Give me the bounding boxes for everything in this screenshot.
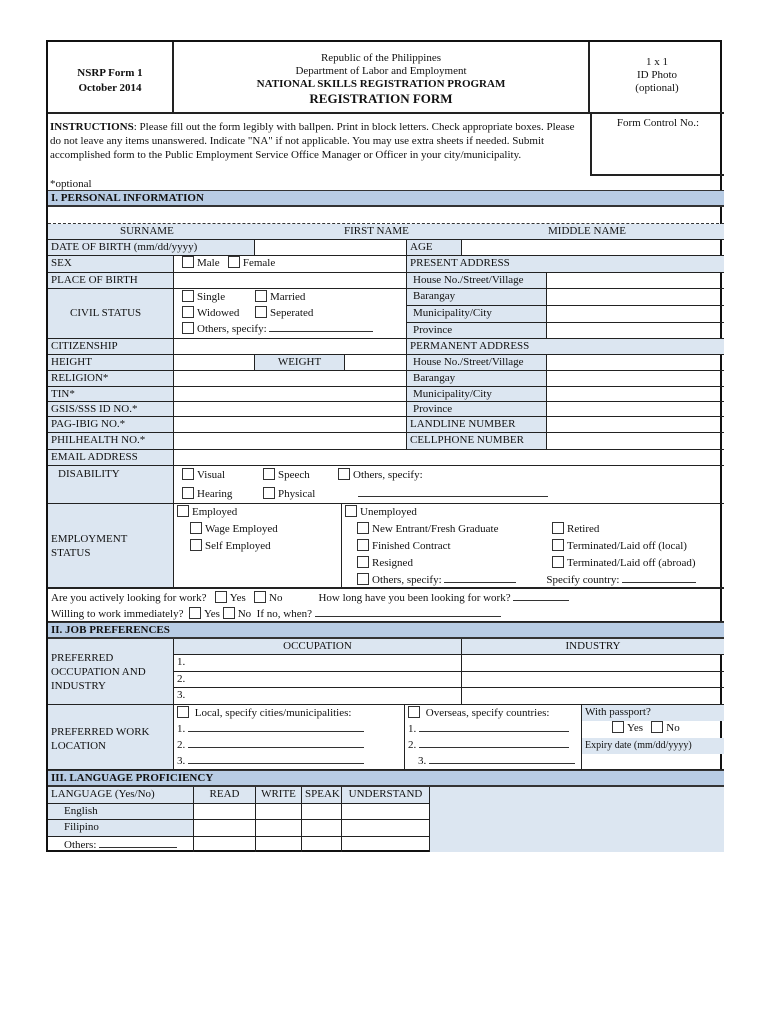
language-cell[interactable]: [194, 837, 256, 852]
expiry-date-input[interactable]: [582, 754, 724, 769]
disability-options: [174, 466, 724, 504]
pagibig-input[interactable]: [174, 417, 407, 433]
separated-checkbox[interactable]: [255, 306, 267, 318]
philhealth-input[interactable]: [174, 433, 407, 450]
page-title: REGISTRATION FORM: [309, 91, 453, 106]
expiry-date-label: Expiry date (mm/dd/yyyy): [582, 738, 724, 754]
speech-checkbox[interactable]: [263, 468, 275, 480]
how-long-label: How long have you been looking for work?: [318, 592, 511, 604]
wage-employed-label: Wage Employed: [205, 523, 278, 535]
widowed-label: Widowed: [197, 307, 240, 319]
sex-label: SEX: [48, 256, 174, 273]
others-language-label: Others:: [64, 839, 97, 851]
age-input[interactable]: [462, 240, 724, 256]
language-blank-area: [430, 787, 724, 852]
industry-input-1[interactable]: [462, 655, 724, 672]
name-input-row[interactable]: [48, 207, 724, 224]
registration-form: [46, 40, 722, 852]
passport-no-label: No: [666, 722, 680, 734]
occupation-input-1[interactable]: [174, 655, 462, 672]
instructions-label: INSTRUCTIONS: [50, 121, 134, 133]
language-cell[interactable]: [256, 837, 302, 852]
others-language: [48, 837, 194, 852]
language-cell[interactable]: [342, 837, 430, 852]
section-personal-info: I. PERSONAL INFORMATION: [48, 190, 724, 207]
landline-label: LANDLINE NUMBER: [407, 417, 547, 433]
if-no-when-input[interactable]: [315, 606, 501, 617]
industry-header: INDUSTRY: [462, 639, 724, 655]
civil-others-label: Others, specify:: [197, 323, 267, 335]
landline-input[interactable]: [547, 417, 724, 433]
language-cell[interactable]: [342, 804, 430, 820]
civil-others-checkbox[interactable]: [182, 322, 194, 334]
occupation-input-3[interactable]: [174, 688, 462, 705]
willing-no-label: No: [237, 608, 252, 620]
surname-label: SURNAME: [120, 225, 174, 237]
loc-label-1: PREFERRED WORK: [51, 726, 150, 738]
present-address-header: PRESENT ADDRESS: [407, 256, 724, 273]
looking-label: Are you actively looking for work?: [51, 592, 207, 604]
permanent-province-label: Province: [407, 402, 547, 417]
height-input[interactable]: [174, 355, 255, 371]
overseas-input-2[interactable]: [419, 737, 569, 748]
disability-label: DISABILITY: [48, 466, 174, 504]
age-label: AGE: [407, 240, 462, 256]
single-checkbox[interactable]: [182, 290, 194, 302]
write-header: WRITE: [256, 787, 302, 804]
present-municipality-input[interactable]: [547, 306, 724, 323]
terminated-local-checkbox[interactable]: [552, 539, 564, 551]
overseas-checkbox[interactable]: [408, 706, 420, 718]
philhealth-label: PHILHEALTH NO.*: [48, 433, 174, 450]
read-header: READ: [194, 787, 256, 804]
job-search-row: [48, 589, 724, 622]
new-entrant-checkbox[interactable]: [357, 522, 369, 534]
overseas-input-3[interactable]: [429, 753, 575, 764]
unemployed-label: Unemployed: [360, 506, 417, 518]
filipino-label: Filipino: [48, 820, 194, 837]
program-title: NATIONAL SKILLS REGISTRATION PROGRAM: [256, 78, 506, 90]
if-no-when-label: If no, when?: [256, 608, 312, 620]
willing-no-checkbox[interactable]: [223, 607, 235, 619]
specify-country-label: Specify country:: [546, 574, 620, 586]
pob-label: PLACE OF BIRTH: [48, 273, 174, 289]
unemployed-options: [342, 504, 724, 589]
row-number: 2.: [408, 739, 417, 751]
row-number: 2.: [177, 739, 186, 751]
civil-others-input[interactable]: [269, 321, 373, 332]
row-number: 1.: [408, 723, 417, 735]
employed-options: [174, 504, 342, 589]
row-number: 3.: [177, 755, 186, 767]
pref-label-3: INDUSTRY: [51, 680, 107, 692]
republic-text: Republic of the Philippines: [320, 52, 442, 64]
disability-others-input[interactable]: [358, 486, 548, 497]
present-house-input[interactable]: [547, 273, 724, 289]
dob-label: DATE OF BIRTH (mm/dd/yyyy): [48, 240, 255, 256]
hearing-label: Hearing: [197, 488, 233, 500]
unemployed-others-checkbox[interactable]: [357, 573, 369, 585]
separated-label: Seperated: [270, 307, 314, 319]
religion-label: RELIGION*: [48, 371, 174, 387]
overseas-input-1[interactable]: [419, 721, 569, 732]
form-title-block: [174, 42, 590, 114]
self-employed-checkbox[interactable]: [190, 539, 202, 551]
married-checkbox[interactable]: [255, 290, 267, 302]
permanent-address-header: PERMANENT ADDRESS: [407, 339, 724, 355]
terminated-abroad-label: Terminated/Laid off (abroad): [567, 557, 696, 569]
disability-others-label: Others, specify:: [353, 469, 423, 481]
cellphone-input[interactable]: [547, 433, 724, 450]
unemployed-checkbox[interactable]: [345, 505, 357, 517]
present-house-label: House No./Street/Village: [407, 273, 547, 289]
row-number: 3.: [177, 689, 186, 701]
section-job-preferences: II. JOB PREFERENCES: [48, 622, 724, 639]
permanent-house-input[interactable]: [547, 355, 724, 371]
retired-checkbox[interactable]: [552, 522, 564, 534]
citizenship-label: CITIZENSHIP: [48, 339, 174, 355]
preferred-location-label: [48, 705, 174, 770]
language-header: LANGUAGE (Yes/No): [48, 787, 194, 804]
form-date: October 2014: [78, 82, 142, 94]
gsis-input[interactable]: [174, 402, 407, 417]
photo-size: 1 x 1: [646, 56, 668, 68]
pref-label-2: OCCUPATION AND: [51, 666, 146, 678]
height-label: HEIGHT: [48, 355, 174, 371]
female-checkbox[interactable]: [228, 256, 240, 268]
present-municipality-label: Municipality/City: [407, 306, 547, 323]
visual-checkbox[interactable]: [182, 468, 194, 480]
how-long-input[interactable]: [513, 590, 569, 601]
email-input[interactable]: [174, 450, 724, 466]
dob-input[interactable]: [255, 240, 407, 256]
new-entrant-label: New Entrant/Fresh Graduate: [372, 523, 499, 535]
permanent-municipality-input[interactable]: [547, 387, 724, 402]
understand-header: UNDERSTAND: [342, 787, 430, 804]
language-cell[interactable]: [194, 804, 256, 820]
resigned-label: Resigned: [372, 557, 413, 569]
instructions: [50, 120, 586, 162]
language-cell[interactable]: [256, 804, 302, 820]
resigned-checkbox[interactable]: [357, 556, 369, 568]
overseas-label: Overseas, specify countries:: [425, 707, 550, 719]
language-cell[interactable]: [256, 820, 302, 837]
looking-yes-label: Yes: [229, 592, 246, 604]
permanent-province-input[interactable]: [547, 402, 724, 417]
language-cell[interactable]: [302, 804, 342, 820]
permanent-municipality-label: Municipality/City: [407, 387, 547, 402]
citizenship-input[interactable]: [174, 339, 407, 355]
present-province-label: Province: [407, 323, 547, 339]
civil-status-label: CIVIL STATUS: [48, 289, 174, 339]
local-checkbox[interactable]: [177, 706, 189, 718]
single-label: Single: [197, 291, 226, 303]
employment-label-2: STATUS: [51, 547, 91, 559]
civil-status-options: [174, 289, 407, 339]
local-location: [174, 705, 405, 770]
willing-label: Willing to work immediately?: [51, 608, 184, 620]
willing-yes-checkbox[interactable]: [189, 607, 201, 619]
specify-country-input[interactable]: [622, 572, 696, 583]
disability-others-checkbox[interactable]: [338, 468, 350, 480]
wage-employed-checkbox[interactable]: [190, 522, 202, 534]
first-name-label: FIRST NAME: [344, 225, 409, 237]
language-cell[interactable]: [194, 820, 256, 837]
loc-label-2: LOCATION: [51, 740, 106, 752]
instructions-text: : Please fill out the form legibly with ballpen. Print in block letters. Check appropriate boxes. Please do not leave any items unanswered. Indicate "NA" if not applicable. You may use extra sheets if needed. Submit accomplished form to the Public Employment Service Office Manager or Officer in your city/municipality.: [50, 121, 575, 161]
hearing-checkbox[interactable]: [182, 487, 194, 499]
email-label: EMAIL ADDRESS: [48, 450, 174, 466]
passport-yes-checkbox[interactable]: [612, 721, 624, 733]
looking-yes-checkbox[interactable]: [215, 591, 227, 603]
id-photo-box[interactable]: [590, 42, 724, 114]
employed-checkbox[interactable]: [177, 505, 189, 517]
language-cell[interactable]: [302, 837, 342, 852]
terminated-local-label: Terminated/Laid off (local): [567, 540, 687, 552]
photo-optional: (optional): [635, 82, 679, 94]
religion-input[interactable]: [174, 371, 407, 387]
cellphone-label: CELLPHONE NUMBER: [407, 433, 547, 450]
speech-label: Speech: [278, 469, 310, 481]
weight-label: WEIGHT: [255, 355, 345, 371]
section-language-proficiency: III. LANGUAGE PROFICIENCY: [48, 770, 724, 787]
finished-contract-label: Finished Contract: [372, 540, 451, 552]
tin-input[interactable]: [174, 387, 407, 402]
sex-options: [174, 256, 407, 273]
industry-input-2[interactable]: [462, 672, 724, 688]
industry-input-3[interactable]: [462, 688, 724, 705]
passport-no-checkbox[interactable]: [651, 721, 663, 733]
form-control-label: Form Control No.:: [616, 117, 700, 129]
local-input-3[interactable]: [188, 753, 364, 764]
form-number: NSRP Form 1: [77, 67, 143, 79]
willing-yes-label: Yes: [203, 608, 220, 620]
finished-contract-checkbox[interactable]: [357, 539, 369, 551]
passport-block: [582, 705, 724, 770]
pagibig-label: PAG-IBIG NO.*: [48, 417, 174, 433]
looking-no-label: No: [269, 592, 283, 604]
speak-header: SPEAK: [302, 787, 342, 804]
occupation-header: OCCUPATION: [174, 639, 462, 655]
present-barangay-label: Barangay: [407, 289, 547, 306]
department-text: Department of Labor and Employment: [295, 65, 467, 77]
unemployed-others-label: Others, specify:: [372, 574, 442, 586]
language-cell[interactable]: [302, 820, 342, 837]
local-input-1[interactable]: [188, 721, 364, 732]
overseas-location: [405, 705, 582, 770]
present-barangay-input[interactable]: [547, 289, 724, 306]
permanent-house-label: House No./Street/Village: [407, 355, 547, 371]
form-id: [48, 42, 174, 114]
male-label: Male: [197, 257, 220, 269]
pob-input[interactable]: [174, 273, 407, 289]
employment-label-1: EMPLOYMENT: [51, 533, 128, 545]
physical-checkbox[interactable]: [263, 487, 275, 499]
male-checkbox[interactable]: [182, 256, 194, 268]
gsis-label: GSIS/SSS ID NO.*: [48, 402, 174, 417]
photo-label: ID Photo: [636, 69, 678, 81]
row-number: 1.: [177, 656, 186, 668]
female-label: Female: [242, 257, 276, 269]
employed-label: Employed: [192, 506, 238, 518]
tin-label: TIN*: [48, 387, 174, 402]
passport-label: With passport?: [582, 705, 724, 721]
widowed-checkbox[interactable]: [182, 306, 194, 318]
row-number: 1.: [177, 723, 186, 735]
row-number: 2.: [177, 673, 186, 685]
row-number: 3.: [418, 755, 427, 767]
married-label: Married: [270, 291, 306, 303]
form-control-box[interactable]: [590, 114, 724, 176]
terminated-abroad-checkbox[interactable]: [552, 556, 564, 568]
employment-status-label: [48, 504, 174, 589]
physical-label: Physical: [278, 488, 316, 500]
occupation-input-2[interactable]: [174, 672, 462, 688]
unemployed-others-input[interactable]: [444, 572, 516, 583]
optional-note: *optional: [50, 178, 92, 190]
self-employed-label: Self Employed: [205, 540, 271, 552]
language-cell[interactable]: [342, 820, 430, 837]
permanent-barangay-input[interactable]: [547, 371, 724, 387]
pref-label-1: PREFERRED: [51, 652, 114, 664]
others-language-input[interactable]: [99, 837, 177, 848]
middle-name-label: MIDDLE NAME: [548, 225, 626, 237]
weight-input[interactable]: [345, 355, 407, 371]
local-label: Local, specify cities/municipalities:: [194, 707, 352, 719]
preferred-occupation-label: [48, 639, 174, 705]
retired-label: Retired: [567, 523, 600, 535]
looking-no-checkbox[interactable]: [254, 591, 266, 603]
visual-label: Visual: [197, 469, 226, 481]
passport-yes-label: Yes: [627, 722, 644, 734]
english-label: English: [48, 804, 194, 820]
present-province-input[interactable]: [547, 323, 724, 339]
permanent-barangay-label: Barangay: [407, 371, 547, 387]
name-labels-row: [48, 224, 724, 240]
local-input-2[interactable]: [188, 737, 364, 748]
